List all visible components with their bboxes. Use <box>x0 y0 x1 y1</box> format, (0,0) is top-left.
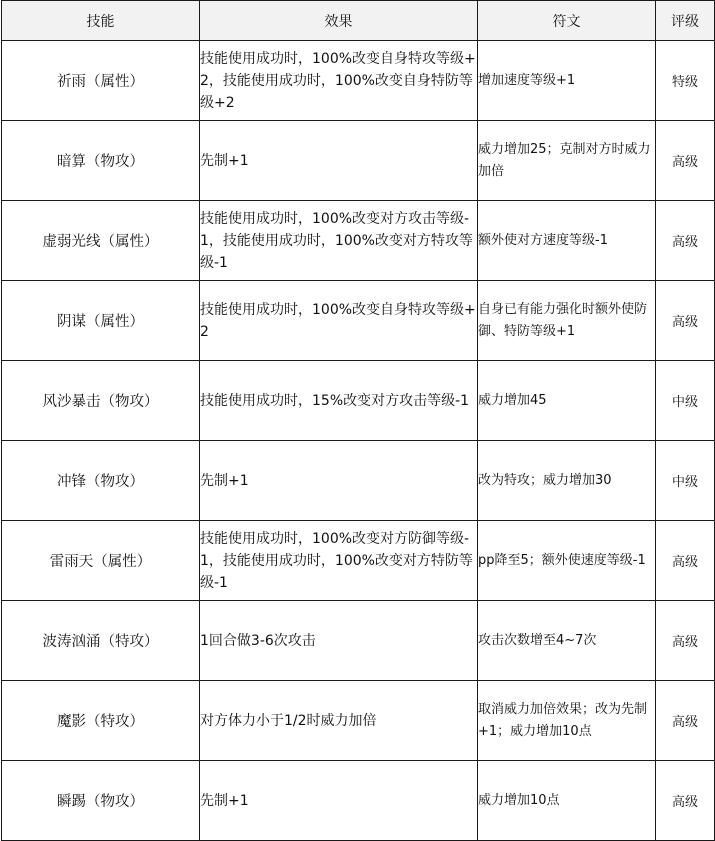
header-skill: 技能 <box>2 1 200 41</box>
rune-cell: 取消威力加倍效果；改为先制+1；威力增加10点 <box>478 681 656 761</box>
grade-cell: 中级 <box>656 361 715 441</box>
grade-cell: 中级 <box>656 441 715 521</box>
skill-name-cell: 虚弱光线（属性） <box>2 201 200 281</box>
effect-cell: 技能使用成功时，100%改变自身特攻等级+2 <box>200 281 478 361</box>
table-row <box>2 761 715 841</box>
rune-cell: pp降至5；额外使速度等级-1 <box>478 521 656 601</box>
effect-cell: 技能使用成功时，100%改变自身特攻等级+2，技能使用成功时，100%改变自身特防等级+2 <box>200 41 478 121</box>
skills-table <box>1 0 715 841</box>
rune-cell: 攻击次数增至4~7次 <box>478 601 656 681</box>
effect-cell: 1回合做3-6次攻击 <box>200 601 478 681</box>
skill-name-cell: 暗算（物攻） <box>2 121 200 201</box>
table-body <box>2 41 715 841</box>
table-row <box>2 41 715 121</box>
skill-name-cell: 阴谋（属性） <box>2 281 200 361</box>
header-grade: 评级 <box>656 1 715 41</box>
grade-cell: 特级 <box>656 41 715 121</box>
skill-name-cell: 祈雨（属性） <box>2 41 200 121</box>
grade-cell: 高级 <box>656 681 715 761</box>
table-row <box>2 281 715 361</box>
grade-cell: 高级 <box>656 761 715 841</box>
header-effect: 效果 <box>200 1 478 41</box>
grade-cell: 高级 <box>656 121 715 201</box>
skill-name-cell: 雷雨天（属性） <box>2 521 200 601</box>
skill-name-cell: 魔影（特攻） <box>2 681 200 761</box>
rune-cell: 威力增加10点 <box>478 761 656 841</box>
table-row <box>2 121 715 201</box>
table-row <box>2 601 715 681</box>
skill-name-cell: 波涛汹涌（特攻） <box>2 601 200 681</box>
rune-cell: 额外使对方速度等级-1 <box>478 201 656 281</box>
rune-cell: 改为特攻；威力增加30 <box>478 441 656 521</box>
table-header <box>2 1 715 41</box>
rune-cell: 威力增加45 <box>478 361 656 441</box>
grade-cell: 高级 <box>656 601 715 681</box>
table-row <box>2 521 715 601</box>
rune-cell: 自身已有能力强化时额外使防御、特防等级+1 <box>478 281 656 361</box>
header-row <box>2 1 715 41</box>
skill-name-cell: 风沙暴击（物攻） <box>2 361 200 441</box>
effect-cell: 先制+1 <box>200 121 478 201</box>
rune-cell: 增加速度等级+1 <box>478 41 656 121</box>
effect-cell: 技能使用成功时，15%改变对方攻击等级-1 <box>200 361 478 441</box>
effect-cell: 先制+1 <box>200 441 478 521</box>
skill-name-cell: 冲锋（物攻） <box>2 441 200 521</box>
table-row <box>2 361 715 441</box>
rune-cell: 威力增加25；克制对方时威力加倍 <box>478 121 656 201</box>
table-row <box>2 201 715 281</box>
effect-cell: 先制+1 <box>200 761 478 841</box>
table-row <box>2 681 715 761</box>
effect-cell: 对方体力小于1/2时威力加倍 <box>200 681 478 761</box>
grade-cell: 高级 <box>656 281 715 361</box>
grade-cell: 高级 <box>656 201 715 281</box>
effect-cell: 技能使用成功时，100%改变对方攻击等级-1，技能使用成功时，100%改变对方特攻等级-1 <box>200 201 478 281</box>
grade-cell: 高级 <box>656 521 715 601</box>
header-rune: 符文 <box>478 1 656 41</box>
effect-cell: 技能使用成功时，100%改变对方防御等级-1，技能使用成功时，100%改变对方特防等级-1 <box>200 521 478 601</box>
table-row <box>2 441 715 521</box>
skill-name-cell: 瞬踢（物攻） <box>2 761 200 841</box>
